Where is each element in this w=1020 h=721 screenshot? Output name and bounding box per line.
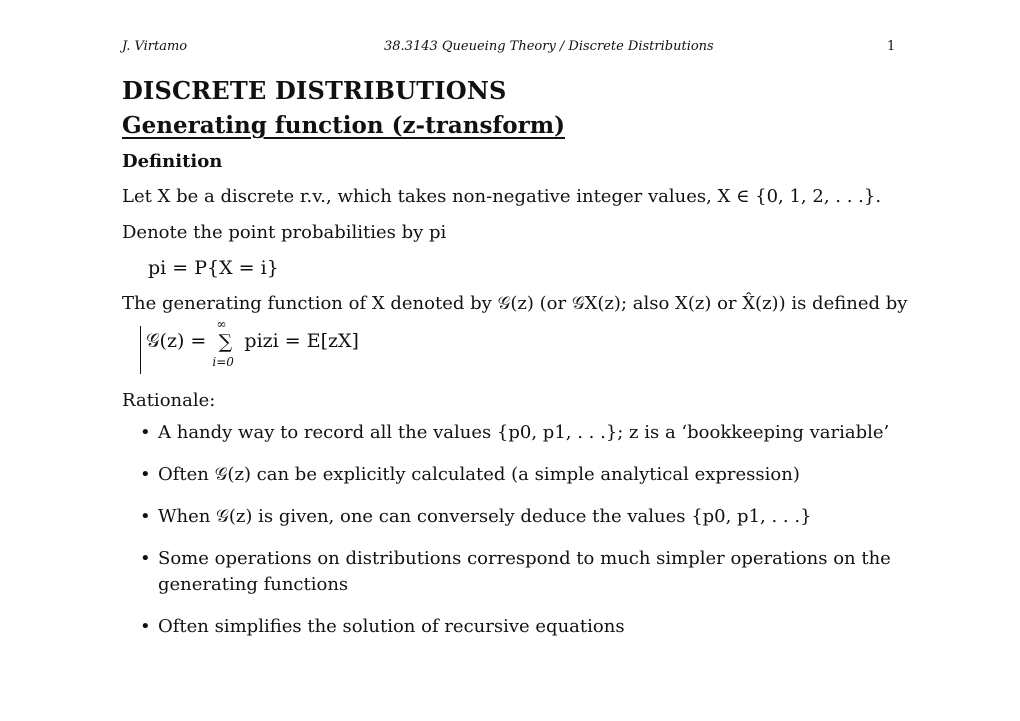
list-item (140, 462, 918, 488)
bullet-dot: • (140, 422, 151, 443)
sum-upper-limit: ∞ (216, 317, 227, 331)
definition-formula (146, 317, 359, 369)
definition-formula-right: pizi = E[zX] (238, 330, 359, 352)
paragraph-let-x: Let X be a discrete r.v., which takes non-negative integer values, X ∈ {0, 1, 2, . . .}. (122, 186, 882, 207)
list-item (140, 614, 918, 640)
sum-lower-limit: i=0 (212, 355, 234, 369)
list-item-text: When 𝒢(z) is given, one can conversely deduce the values {p0, p1, . . .} (158, 506, 812, 527)
list-item (140, 504, 918, 530)
list-item-text: Often 𝒢(z) can be explicitly calculated (a simple analytical expression) (158, 464, 800, 485)
page-title: DISCRETE DISTRIBUTIONS (122, 76, 507, 105)
pi-formula: pi = P{X = i} (148, 257, 279, 279)
list-item-text: Often simplifies the solution of recursive equations (158, 616, 625, 637)
rationale-label: Rationale: (122, 390, 216, 411)
definition-formula-left: 𝒢(z) = (146, 330, 213, 352)
paragraph-denote: Denote the point probabilities by pi (122, 222, 447, 243)
definition-box-bar (140, 326, 141, 374)
list-item (140, 546, 918, 598)
bullet-dot: • (140, 616, 151, 637)
sum-symbol (212, 317, 238, 369)
header-author: J. Virtamo (122, 39, 188, 54)
paragraph-generating-function: The generating function of X denoted by 𝒢(z) (or 𝒢X(z); also X(z) or X̂(z)) is defined by (122, 293, 908, 314)
bullet-dot: • (140, 506, 151, 527)
list-item-text: Some operations on distributions correspond to much simpler operations on the generating functions (158, 548, 891, 595)
list-item-text: A handy way to record all the values {p0, p1, . . .}; z is a ‘bookkeeping variable’ (158, 422, 890, 443)
header-page-number: 1 (887, 39, 896, 54)
bullet-dot: • (140, 464, 151, 485)
definition-heading: Definition (122, 151, 223, 172)
list-item (140, 420, 918, 446)
section-title: Generating function (z-transform) (122, 112, 565, 139)
sum-sign: ∑ (218, 331, 233, 353)
bullet-dot: • (140, 548, 151, 569)
rationale-list (140, 420, 918, 656)
header-course-title: 38.3143 Queueing Theory / Discrete Distributions (384, 39, 714, 54)
